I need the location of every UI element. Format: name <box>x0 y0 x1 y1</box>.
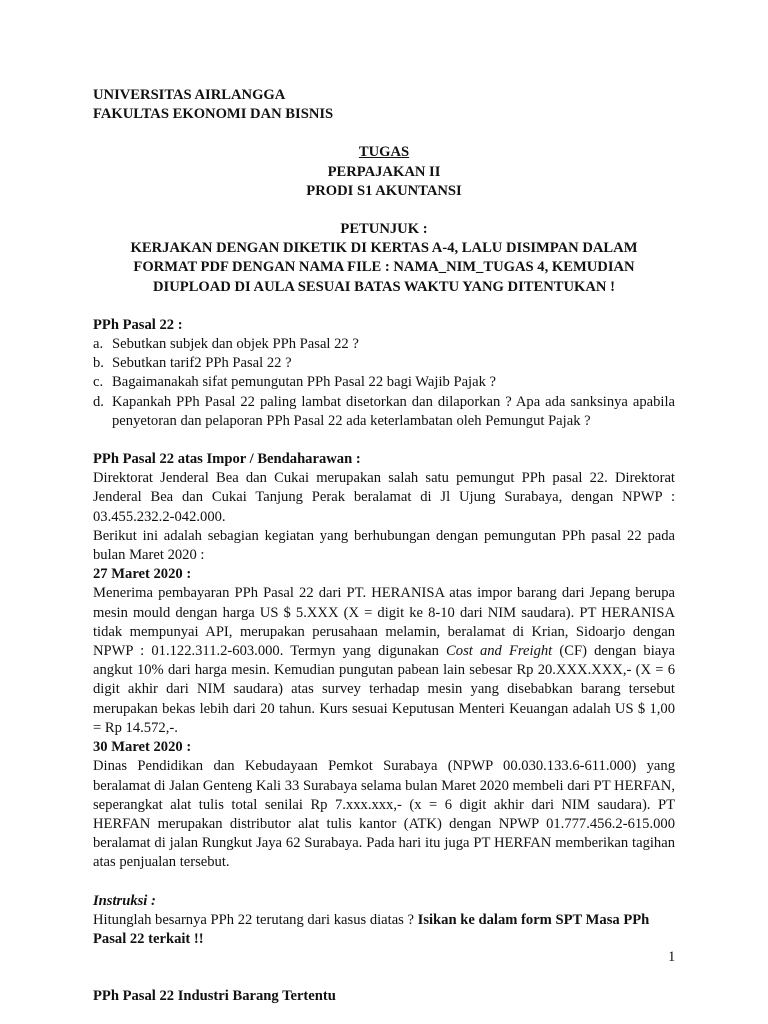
section-impor-heading: PPh Pasal 22 atas Impor / Bendaharawan : <box>93 451 361 468</box>
instructions-line-3: DIUPLOAD DI AULA SESUAI BATAS WAKTU YANG DITENTUKAN ! <box>153 278 615 295</box>
list-item: a. Sebutkan subjek dan objek PPh Pasal 22 ? <box>93 336 359 353</box>
instruction-label: Instruksi : <box>93 892 156 909</box>
page-number: 1 <box>668 949 676 965</box>
instructions-label: PETUNJUK : <box>340 221 428 238</box>
faculty-name: FAKULTAS EKONOMI DAN BISNIS <box>93 106 334 123</box>
list-item: b. Sebutkan tarif2 PPh Pasal 22 ? <box>93 355 292 372</box>
assignment-title: TUGAS <box>358 144 410 161</box>
university-name: UNIVERSITAS AIRLANGGA <box>93 87 286 103</box>
section-pph22-heading: PPh Pasal 22 : <box>93 316 183 333</box>
section-industri-heading: PPh Pasal 22 Industri Barang Tertentu <box>93 988 336 1005</box>
case-paragraph-1: Menerima pembayaran PPh Pasal 22 dari PT. HERANISA atas impor barang dari Jepang berupa mesin mould dengan harga US $ 5.XXX (X = digit ke 8-10 dari NIM saudara). PT HERANISA tidak mempunyai API, merupakan perusahaan melamin, beralamat di Krian, Sidoarjo dengan NPWP : 01.122.311.2-603.000. Termyn yang digunakan Cost and Freight (CF) dengan biaya angkut 10% dari harga mesin. Kemudian pungutan pabean lain sebesar Rp 20.XXX.XXX,- (X = 6 digit akhir dari NIM saudara) atas survey terhadap mesin yang disebabkan barang tersebut merupakan bekas lebih dari 20 tahun. Kurs sesuai Keputusan Menteri Keuangan adalah US $ 1,00 = Rp 14.572,-. <box>93 585 675 736</box>
date-heading-27-maret: 27 Maret 2020 : <box>93 566 192 583</box>
intro-paragraph-2: Berikut ini adalah sebagian kegiatan yang berhubungan dengan pemungutan PPh pasal 22 pada bulan Maret 2020 : <box>93 527 675 564</box>
course-title: PERPAJAKAN II <box>327 163 441 180</box>
list-item: d. Kapankah PPh Pasal 22 paling lambat disetorkan dan dilaporkan ? Apa ada sanksinya apabila penyetoran dan pelaporan PPh Pasal 22 ada keterlambatan oleh Pemungut Pajak ? <box>93 393 675 429</box>
intro-paragraph: Direktorat Jenderal Bea dan Cukai merupakan salah satu pemungut PPh pasal 22. Direktorat Jenderal Bea dan Cukai Tanjung Perak beralamat di Jl Ujung Surabaya, dengan NPWP : 03.455.232.2-042.000. <box>93 470 675 525</box>
question-list <box>93 335 675 431</box>
date-heading-30-maret: 30 Maret 2020 : <box>93 739 192 756</box>
program-title: PRODI S1 AKUNTANSI <box>306 182 462 199</box>
instructions-line-1: KERJAKAN DENGAN DIKETIK DI KERTAS A-4, LALU DISIMPAN DALAM <box>130 240 638 257</box>
instructions-line-2: FORMAT PDF DENGAN NAMA FILE : NAMA_NIM_TUGAS 4, KEMUDIAN <box>133 259 635 276</box>
instruction-text: Hitunglah besarnya PPh 22 terutang dari kasus diatas ? Isikan ke dalam form SPT Masa PPh Pasal 22 terkait !! <box>93 911 650 947</box>
document-page <box>93 86 675 1006</box>
list-item: c. Bagaimanakah sifat pemungutan PPh Pasal 22 bagi Wajib Pajak ? <box>93 374 496 391</box>
case-paragraph-2: Dinas Pendidikan dan Kebudayaan Pemkot Surabaya (NPWP 00.030.133.6-611.000) yang beralamat di Jalan Genteng Kali 33 Surabaya selama bulan Maret 2020 membeli dari PT HERFAN, seperangkat alat tulis total senilai Rp 7.xxx.xxx,- (x = 6 digit akhir dari NIM saudara). PT HERFAN merupakan distributor alat tulis kantor (ATK) dengan NPWP 01.777.456.2-615.000 beralamat di jalan Rungkut Jaya 62 Surabaya. Pada hari itu juga PT HERFAN memberikan tagihan atas penjualan tersebut. <box>93 758 675 871</box>
